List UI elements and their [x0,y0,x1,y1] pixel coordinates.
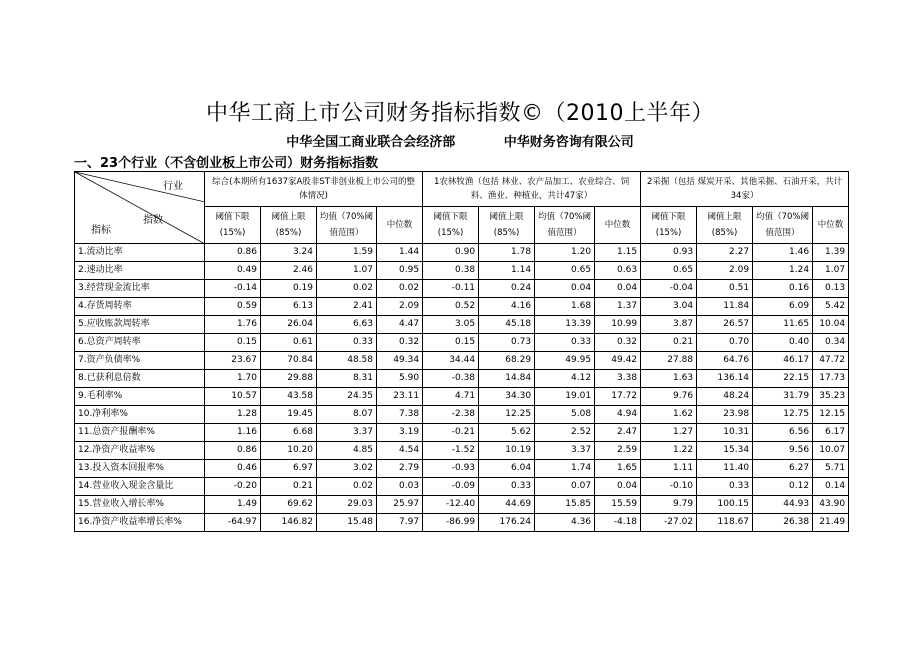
value-cell: 15.59 [595,496,641,514]
group-header-composite: 综合(本期所有1637家A股非ST非创业板上市公司的整体情况) [205,172,423,207]
value-cell: 1.68 [535,298,595,316]
value-cell: -0.14 [205,280,261,298]
table-row [75,496,849,514]
value-cell: 29.03 [317,496,377,514]
value-cell: 3.24 [261,244,317,262]
row-label: 16.净资产收益率增长率% [75,514,205,532]
row-label: 11.总资产报酬率% [75,424,205,442]
value-cell: 15.34 [697,442,753,460]
value-cell: 11.65 [753,316,813,334]
value-cell: -0.20 [205,478,261,496]
table-row [75,388,849,406]
value-cell: 6.97 [261,460,317,478]
value-cell: 2.09 [697,262,753,280]
value-cell: 0.33 [535,334,595,352]
value-cell: 0.52 [423,298,479,316]
value-cell: 0.03 [377,478,423,496]
value-cell: 5.42 [813,298,849,316]
value-cell: 49.34 [377,352,423,370]
value-cell: 4.16 [479,298,535,316]
value-cell: 1.37 [595,298,641,316]
value-cell: 1.70 [205,370,261,388]
value-cell: 10.19 [479,442,535,460]
row-label: 14.营业收入现金含量比 [75,478,205,496]
value-cell: 1.63 [641,370,697,388]
value-cell: 8.31 [317,370,377,388]
sub-header-cell: 均值（70%阈值范围） [535,207,595,244]
table-row [75,352,849,370]
value-cell: -2.38 [423,406,479,424]
value-cell: 10.04 [813,316,849,334]
value-cell: 5.71 [813,460,849,478]
table-row [75,280,849,298]
value-cell: 0.12 [753,478,813,496]
value-cell: 15.85 [535,496,595,514]
value-cell: 0.95 [377,262,423,280]
value-cell: 3.38 [595,370,641,388]
value-cell: 46.17 [753,352,813,370]
value-cell: 0.86 [205,442,261,460]
value-cell: 0.16 [753,280,813,298]
value-cell: 10.20 [261,442,317,460]
value-cell: 0.63 [595,262,641,280]
value-cell: 1.24 [753,262,813,280]
row-label: 9.毛利率% [75,388,205,406]
value-cell: 10.57 [205,388,261,406]
value-cell: 1.15 [595,244,641,262]
value-cell: 31.79 [753,388,813,406]
value-cell: 34.44 [423,352,479,370]
value-cell: 0.13 [813,280,849,298]
value-cell: 12.25 [479,406,535,424]
value-cell: 0.21 [261,478,317,496]
value-cell: -0.93 [423,460,479,478]
value-cell: 3.37 [535,442,595,460]
value-cell: 6.17 [813,424,849,442]
value-cell: 23.98 [697,406,753,424]
value-cell: 44.69 [479,496,535,514]
value-cell: 0.33 [317,334,377,352]
value-cell: 6.09 [753,298,813,316]
value-cell: 47.72 [813,352,849,370]
value-cell: 6.27 [753,460,813,478]
value-cell: 1.44 [377,244,423,262]
value-cell: 0.04 [535,280,595,298]
value-cell: 0.86 [205,244,261,262]
value-cell: 0.46 [205,460,261,478]
value-cell: 4.71 [423,388,479,406]
value-cell: 1.27 [641,424,697,442]
sub-header-cell: 中位数 [813,207,849,244]
value-cell: -0.21 [423,424,479,442]
value-cell: 4.12 [535,370,595,388]
row-label: 8.已获利息倍数 [75,370,205,388]
value-cell: 176.24 [479,514,535,532]
sub-header-cell: 中位数 [377,207,423,244]
value-cell: 0.19 [261,280,317,298]
value-cell: 34.30 [479,388,535,406]
value-cell: 26.57 [697,316,753,334]
value-cell: 1.59 [317,244,377,262]
value-cell: 9.76 [641,388,697,406]
value-cell: 1.62 [641,406,697,424]
value-cell: 43.90 [813,496,849,514]
value-cell: 1.07 [317,262,377,280]
subtitle-org-left: 中华全国工商业联合会经济部 [286,135,456,150]
value-cell: 0.93 [641,244,697,262]
value-cell: 1.49 [205,496,261,514]
value-cell: 0.21 [641,334,697,352]
value-cell: 8.07 [317,406,377,424]
value-cell: 12.15 [813,406,849,424]
value-cell: 1.74 [535,460,595,478]
value-cell: 3.37 [317,424,377,442]
value-cell: 2.59 [595,442,641,460]
value-cell: 19.45 [261,406,317,424]
value-cell: 0.33 [479,478,535,496]
value-cell: 64.76 [697,352,753,370]
sub-header-cell: 阈值上限(85%) [261,207,317,244]
row-label: 15.营业收入增长率% [75,496,205,514]
value-cell: 13.39 [535,316,595,334]
value-cell: 0.02 [317,280,377,298]
value-cell: 49.42 [595,352,641,370]
value-cell: 4.94 [595,406,641,424]
value-cell: 1.16 [205,424,261,442]
value-cell: 0.65 [641,262,697,280]
value-cell: 0.32 [595,334,641,352]
indicator-table [74,171,849,532]
value-cell: 2.79 [377,460,423,478]
value-cell: 0.65 [535,262,595,280]
value-cell: 0.40 [753,334,813,352]
group-header-agriculture: 1农林牧渔（包括 林业、农产品加工、农业综合、饲料、渔业、种植业，共计47家） [423,172,641,207]
value-cell: 0.49 [205,262,261,280]
value-cell: 0.02 [317,478,377,496]
value-cell: 44.93 [753,496,813,514]
table-row [75,478,849,496]
value-cell: 26.04 [261,316,317,334]
value-cell: 4.36 [535,514,595,532]
value-cell: 2.47 [595,424,641,442]
row-label: 12.净资产收益率% [75,442,205,460]
subtitle [0,131,920,150]
value-cell: 10.31 [697,424,753,442]
value-cell: 6.63 [317,316,377,334]
value-cell: 29.88 [261,370,317,388]
section-heading: 一、23个行业（不含创业板上市公司）财务指标指数 [74,156,379,171]
sub-header-cell: 中位数 [595,207,641,244]
value-cell: 0.59 [205,298,261,316]
sub-header-cell: 阈值上限(85%) [479,207,535,244]
value-cell: -27.02 [641,514,697,532]
value-cell: 1.20 [535,244,595,262]
value-cell: 0.24 [479,280,535,298]
value-cell: 0.14 [813,478,849,496]
value-cell: 1.39 [813,244,849,262]
value-cell: 14.84 [479,370,535,388]
value-cell: 24.35 [317,388,377,406]
value-cell: 12.75 [753,406,813,424]
row-label: 3.经营现金流比率 [75,280,205,298]
row-label: 5.应收账款周转率 [75,316,205,334]
table-row [75,298,849,316]
value-cell: 3.87 [641,316,697,334]
subtitle-org-right: 中华财务咨询有限公司 [503,135,634,150]
value-cell: 4.47 [377,316,423,334]
value-cell: 1.76 [205,316,261,334]
value-cell: -0.38 [423,370,479,388]
value-cell: 136.14 [697,370,753,388]
group-header-row [75,172,849,207]
sub-header-cell: 阈值下限(15%) [423,207,479,244]
value-cell: -0.10 [641,478,697,496]
sub-header-cell: 阈值上限(85%) [697,207,753,244]
row-label: 2.速动比率 [75,262,205,280]
sub-header-cell: 阈值下限(15%) [641,207,697,244]
value-cell: 1.46 [753,244,813,262]
value-cell: 7.97 [377,514,423,532]
group-header-mining: 2采掘（包括 煤炭开采、其他采掘、石油开采，共计34家） [641,172,849,207]
value-cell: 0.32 [377,334,423,352]
value-cell: 1.11 [641,460,697,478]
value-cell: 5.08 [535,406,595,424]
value-cell: 6.13 [261,298,317,316]
table-row [75,334,849,352]
value-cell: 10.07 [813,442,849,460]
value-cell: 5.90 [377,370,423,388]
value-cell: -0.09 [423,478,479,496]
row-label: 10.净利率% [75,406,205,424]
value-cell: 0.15 [423,334,479,352]
value-cell: 15.48 [317,514,377,532]
sub-header-cell: 阈值下限(15%) [205,207,261,244]
row-label: 6.总资产周转率 [75,334,205,352]
value-cell: 2.41 [317,298,377,316]
value-cell: -86.99 [423,514,479,532]
row-label: 7.资产负债率% [75,352,205,370]
value-cell: 9.79 [641,496,697,514]
value-cell: 0.02 [377,280,423,298]
value-cell: 17.72 [595,388,641,406]
value-cell: 118.67 [697,514,753,532]
value-cell: 10.99 [595,316,641,334]
value-cell: 1.78 [479,244,535,262]
value-cell: 6.56 [753,424,813,442]
value-cell: 48.58 [317,352,377,370]
value-cell: 23.67 [205,352,261,370]
value-cell: -4.18 [595,514,641,532]
value-cell: 27.88 [641,352,697,370]
value-cell: 23.11 [377,388,423,406]
value-cell: 0.61 [261,334,317,352]
value-cell: 2.52 [535,424,595,442]
value-cell: 1.14 [479,262,535,280]
value-cell: 3.05 [423,316,479,334]
value-cell: 9.56 [753,442,813,460]
value-cell: 11.40 [697,460,753,478]
value-cell: 1.28 [205,406,261,424]
value-cell: 11.84 [697,298,753,316]
value-cell: 3.02 [317,460,377,478]
table-row [75,262,849,280]
value-cell: 6.68 [261,424,317,442]
value-cell: 0.90 [423,244,479,262]
sub-header-cell: 均值（70%阈值范围） [753,207,813,244]
value-cell: 0.15 [205,334,261,352]
value-cell: 3.19 [377,424,423,442]
value-cell: 22.15 [753,370,813,388]
value-cell: 49.95 [535,352,595,370]
value-cell: 68.29 [479,352,535,370]
value-cell: 6.04 [479,460,535,478]
page-title: 中华工商上市公司财务指标指数©（2010上半年） [206,101,714,126]
row-label: 4.存货周转率 [75,298,205,316]
value-cell: -64.97 [205,514,261,532]
value-cell: -0.04 [641,280,697,298]
value-cell: 4.54 [377,442,423,460]
table-row [75,370,849,388]
value-cell: 1.07 [813,262,849,280]
table-row [75,406,849,424]
value-cell: 100.15 [697,496,753,514]
value-cell: 5.62 [479,424,535,442]
value-cell: 0.51 [697,280,753,298]
value-cell: 17.73 [813,370,849,388]
table-row [75,424,849,442]
value-cell: 70.84 [261,352,317,370]
value-cell: 2.09 [377,298,423,316]
value-cell: 7.38 [377,406,423,424]
value-cell: 0.38 [423,262,479,280]
corner-header-cell [75,172,205,244]
table-row [75,244,849,262]
corner-label-indicator: 指标 [91,225,111,236]
corner-label-index: 指数 [143,215,163,226]
value-cell: -0.11 [423,280,479,298]
value-cell: 48.24 [697,388,753,406]
value-cell: 0.04 [595,478,641,496]
table-row [75,442,849,460]
table-row [75,316,849,334]
value-cell: 45.18 [479,316,535,334]
value-cell: 1.22 [641,442,697,460]
value-cell: -12.40 [423,496,479,514]
value-cell: 0.04 [595,280,641,298]
value-cell: 25.97 [377,496,423,514]
value-cell: 35.23 [813,388,849,406]
value-cell: 1.65 [595,460,641,478]
value-cell: -1.52 [423,442,479,460]
value-cell: 0.70 [697,334,753,352]
corner-label-industry: 行业 [163,181,183,192]
value-cell: 2.46 [261,262,317,280]
value-cell: 26.38 [753,514,813,532]
table-row [75,514,849,532]
value-cell: 69.62 [261,496,317,514]
row-label: 13.投入资本回报率% [75,460,205,478]
value-cell: 21.49 [813,514,849,532]
value-cell: 19.01 [535,388,595,406]
value-cell: 2.27 [697,244,753,262]
sub-header-cell: 均值（70%阈值范围） [317,207,377,244]
value-cell: 146.82 [261,514,317,532]
value-cell: 3.04 [641,298,697,316]
value-cell: 0.07 [535,478,595,496]
value-cell: 43.58 [261,388,317,406]
row-label: 1.流动比率 [75,244,205,262]
value-cell: 0.73 [479,334,535,352]
value-cell: 0.33 [697,478,753,496]
table-row [75,460,849,478]
value-cell: 4.85 [317,442,377,460]
value-cell: 0.34 [813,334,849,352]
